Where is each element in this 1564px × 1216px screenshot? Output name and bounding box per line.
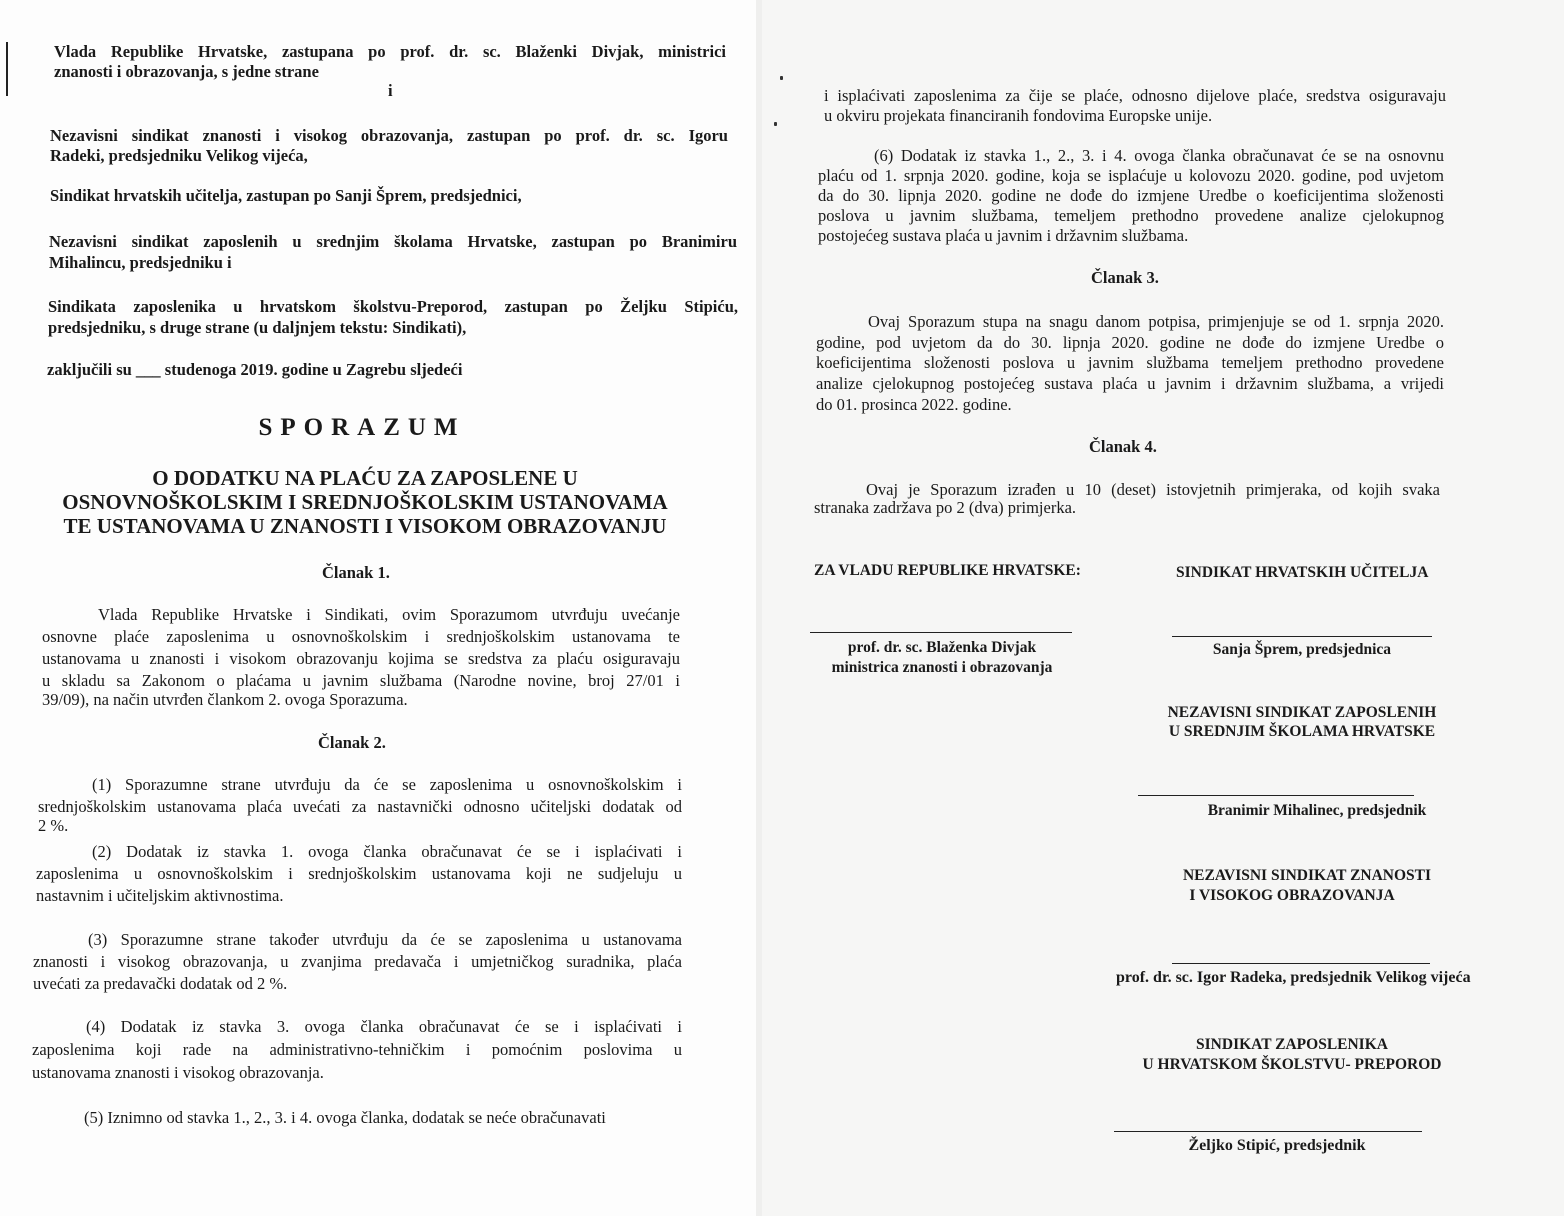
article-1-line-4: u skladu sa Zakonom o plaćama u javnim službama (Narodne novine, broj 27/01 i xyxy=(42,671,680,690)
signature-line-nsz xyxy=(1172,963,1430,964)
article-2-p3-line-3: uvećati za predavački dodatak od 2 %. xyxy=(33,974,288,993)
article-2-p6-line-4: poslova u javnim službama, temeljem prethodno provedene analize cjelokupnog xyxy=(818,206,1444,225)
party-preporod-line-1: Sindikata zaposlenika u hrvatskom školstvu-Preporod, zastupan po Željku Stipiću, xyxy=(48,297,738,316)
article-4-line-1: Ovaj je Sporazum izrađen u 10 (deset) istovjetnih primjeraka, od kojih svaka xyxy=(866,480,1440,499)
signature-nszssh-header-line-2: U SREDNJIM ŠKOLAMA HRVATSKE xyxy=(1168,723,1436,740)
signature-government-header: ZA VLADU REPUBLIKE HRVATSKE: xyxy=(814,562,1081,579)
article-3-line-2: godine, pod uvjetom da do 30. lipnja 2020. godine ne dođe do izmjene Uredbe o xyxy=(816,333,1444,352)
party-nszvo-line-1: Nezavisni sindikat znanosti i visokog obrazovanja, zastupan po prof. dr. sc. Igoru xyxy=(50,126,728,145)
left-page xyxy=(0,0,762,1216)
signature-government-role: ministrica znanosti i obrazovanja xyxy=(831,659,1053,676)
article-2-p4-line-1: (4) Dodatak iz stavka 3. ovoga članka obračunavat će se i isplaćivati i xyxy=(86,1017,682,1036)
party-government-line-2: znanosti i obrazovanja, s jedne strane xyxy=(54,62,319,81)
party-conjunction: i xyxy=(388,81,393,100)
article-2-heading: Članak 2. xyxy=(318,733,386,752)
article-3-heading: Članak 3. xyxy=(1091,268,1159,287)
continuation-line-1: i isplaćivati zaposlenima za čije se plaće, odnosno dijelove plaće, sredstva osiguravaju xyxy=(824,86,1446,105)
party-nszssh-line-2: Mihalincu, predsjedniku i xyxy=(49,253,232,272)
article-2-p5-line-1: (5) Iznimno od stavka 1., 2., 3. i 4. ovoga članka, dodatak se neće obračunavati xyxy=(84,1108,606,1127)
article-2-p1-line-2: srednjoškolskim ustanovama plaća uvećati za nastavnički odnosno učiteljski dodatak od xyxy=(38,797,682,816)
party-nszssh-line-1: Nezavisni sindikat zaposlenih u srednjim školama Hrvatske, zastupan po Branimiru xyxy=(49,232,737,251)
article-2-p1-line-3: 2 %. xyxy=(38,816,69,835)
right-page xyxy=(762,0,1564,1216)
document-title: SPORAZUM xyxy=(258,414,466,441)
concluded-line: zaključili su ___ studenoga 2019. godine u Zagrebu sljedeći xyxy=(47,360,463,379)
document-subtitle xyxy=(40,466,690,538)
party-shu: Sindikat hrvatskih učitelja, zastupan po Sanji Šprem, predsjednici, xyxy=(50,186,522,205)
article-4-line-2: stranaka zadržava po 2 (dva) primjerka. xyxy=(814,498,1077,517)
article-3-line-3: koeficijentima složenosti poslova u javnim službama temeljem prethodno provedene xyxy=(816,353,1444,372)
subtitle-line-1: O DODATKU NA PLAĆU ZA ZAPOSLENE U xyxy=(152,466,578,490)
signature-nsz-header-line-1: NEZAVISNI SINDIKAT ZNANOSTI xyxy=(1182,867,1432,884)
signature-nsz-header-line-2: I VISOKOG OBRAZOVANJA xyxy=(1189,887,1395,904)
article-1-line-2: osnovne plaće zaposlenima u osnovnoškolskim i srednjoškolskim ustanovama te xyxy=(42,627,680,646)
article-2-p6-line-1: (6) Dodatak iz stavka 1., 2., 3. i 4. ovoga članka obračunavat će se na osnovnu xyxy=(874,146,1444,165)
article-4-heading: Članak 4. xyxy=(1089,437,1157,456)
article-2-p3-line-2: znanosti i visokog obrazovanja, u zvanjima predavača i umjetničkog suradnika, plaća xyxy=(33,952,682,971)
subtitle-line-3: TE USTANOVAMA U ZNANOSTI I VISOKOM OBRAZOVANJU xyxy=(63,514,667,538)
continuation-line-2: u okviru projekata financiranih fondovima Europske unije. xyxy=(824,106,1213,125)
article-2-p4-line-2: zaposlenima koji rade na administrativno-tehničkim i pomoćnim poslovima u xyxy=(32,1040,682,1059)
scan-speck xyxy=(780,76,783,80)
signature-shu-header: SINDIKAT HRVATSKIH UČITELJA xyxy=(1176,564,1429,581)
signature-line-nszssh xyxy=(1138,795,1414,796)
party-government-line-1: Vlada Republike Hrvatske, zastupana po prof. dr. sc. Blaženki Divjak, ministrici xyxy=(54,42,726,61)
signature-line-government xyxy=(810,632,1072,633)
signature-nszssh-name: Branimir Mihalinec, predsjednik xyxy=(1207,802,1427,819)
article-2-p1-line-1: (1) Sporazumne strane utvrđuju da će se zaposlenima u osnovnoškolskim i xyxy=(92,775,682,794)
article-2-p4-line-3: ustanovama znanosti i visokog obrazovanja. xyxy=(32,1063,324,1082)
subtitle-line-2: OSNOVNOŠKOLSKIM I SREDNJOŠKOLSKIM USTANOVAMA xyxy=(62,490,668,514)
signature-preporod-header-line-2: U HRVATSKOM ŠKOLSTVU- PREPOROD xyxy=(1142,1056,1442,1073)
party-nszvo-line-2: Radeki, predsjedniku Velikog vijeća, xyxy=(50,146,308,165)
margin-mark xyxy=(6,42,8,96)
article-3-line-4: analize cjelokupnog postojećeg sustava plaća u javnim i državnim službama, a vrijedi xyxy=(816,374,1444,393)
article-2-p2-line-1: (2) Dodatak iz stavka 1. ovoga članka obračunavat će se i isplaćivati i xyxy=(92,842,682,861)
article-3-line-5: do 01. prosinca 2022. godine. xyxy=(816,395,1012,414)
signature-nszssh-header-line-1: NEZAVISNI SINDIKAT ZAPOSLENIH xyxy=(1167,704,1437,721)
signature-line-preporod xyxy=(1114,1131,1422,1132)
article-2-p2-line-2: zaposlenima u osnovnoškolskim i srednjoškolskim ustanovama koji ne sudjeluju u xyxy=(36,864,682,883)
article-3-line-1: Ovaj Sporazum stupa na snagu danom potpisa, primjenjuje se od 1. srpnja 2020. xyxy=(868,312,1444,331)
article-2-p3-line-1: (3) Sporazumne strane također utvrđuju da će se zaposlenima u ustanovama xyxy=(88,930,682,949)
article-1-line-1: Vlada Republike Hrvatske i Sindikati, ovim Sporazumom utvrđuju uvećanje xyxy=(98,605,680,624)
signature-line-shu xyxy=(1172,636,1432,637)
scan-speck xyxy=(774,122,777,126)
article-1-line-3: ustanovama u znanosti i visokom obrazovanju kojima se sredstva za plaću osiguravaju xyxy=(42,649,680,668)
signature-preporod-name: Željko Stipić, predsjednik xyxy=(1188,1137,1366,1154)
article-1-heading: Članak 1. xyxy=(322,563,390,582)
signature-shu-name: Sanja Šprem, predsjednica xyxy=(1212,641,1392,658)
party-preporod-line-2: predsjedniku, s druge strane (u daljnjem tekstu: Sindikati), xyxy=(48,318,467,337)
signature-preporod-header-line-1: SINDIKAT ZAPOSLENIKA xyxy=(1196,1036,1388,1053)
article-2-p6-line-5: postojećeg sustava plaća u javnim i državnim službama. xyxy=(818,226,1189,245)
article-2-p6-line-2: plaću od 1. srpnja 2020. godine, koja se isplaćuje u kolovozu 2020. godine, pod uvjetom xyxy=(818,166,1444,185)
article-1-line-5: 39/09), na način utvrđen člankom 2. ovoga Sporazuma. xyxy=(42,690,408,709)
signature-government-name: prof. dr. sc. Blaženka Divjak xyxy=(847,639,1037,656)
article-2-p6-line-3: da do 30. lipnja 2020. godine ne dođe do izmjene Uredbe o koeficijentima složenosti xyxy=(818,186,1444,205)
signature-nsz-name: prof. dr. sc. Igor Radeka, predsjednik Velikog vijeća xyxy=(1116,969,1471,986)
article-2-p2-line-3: nastavnim i učiteljskim aktivnostima. xyxy=(36,886,284,905)
